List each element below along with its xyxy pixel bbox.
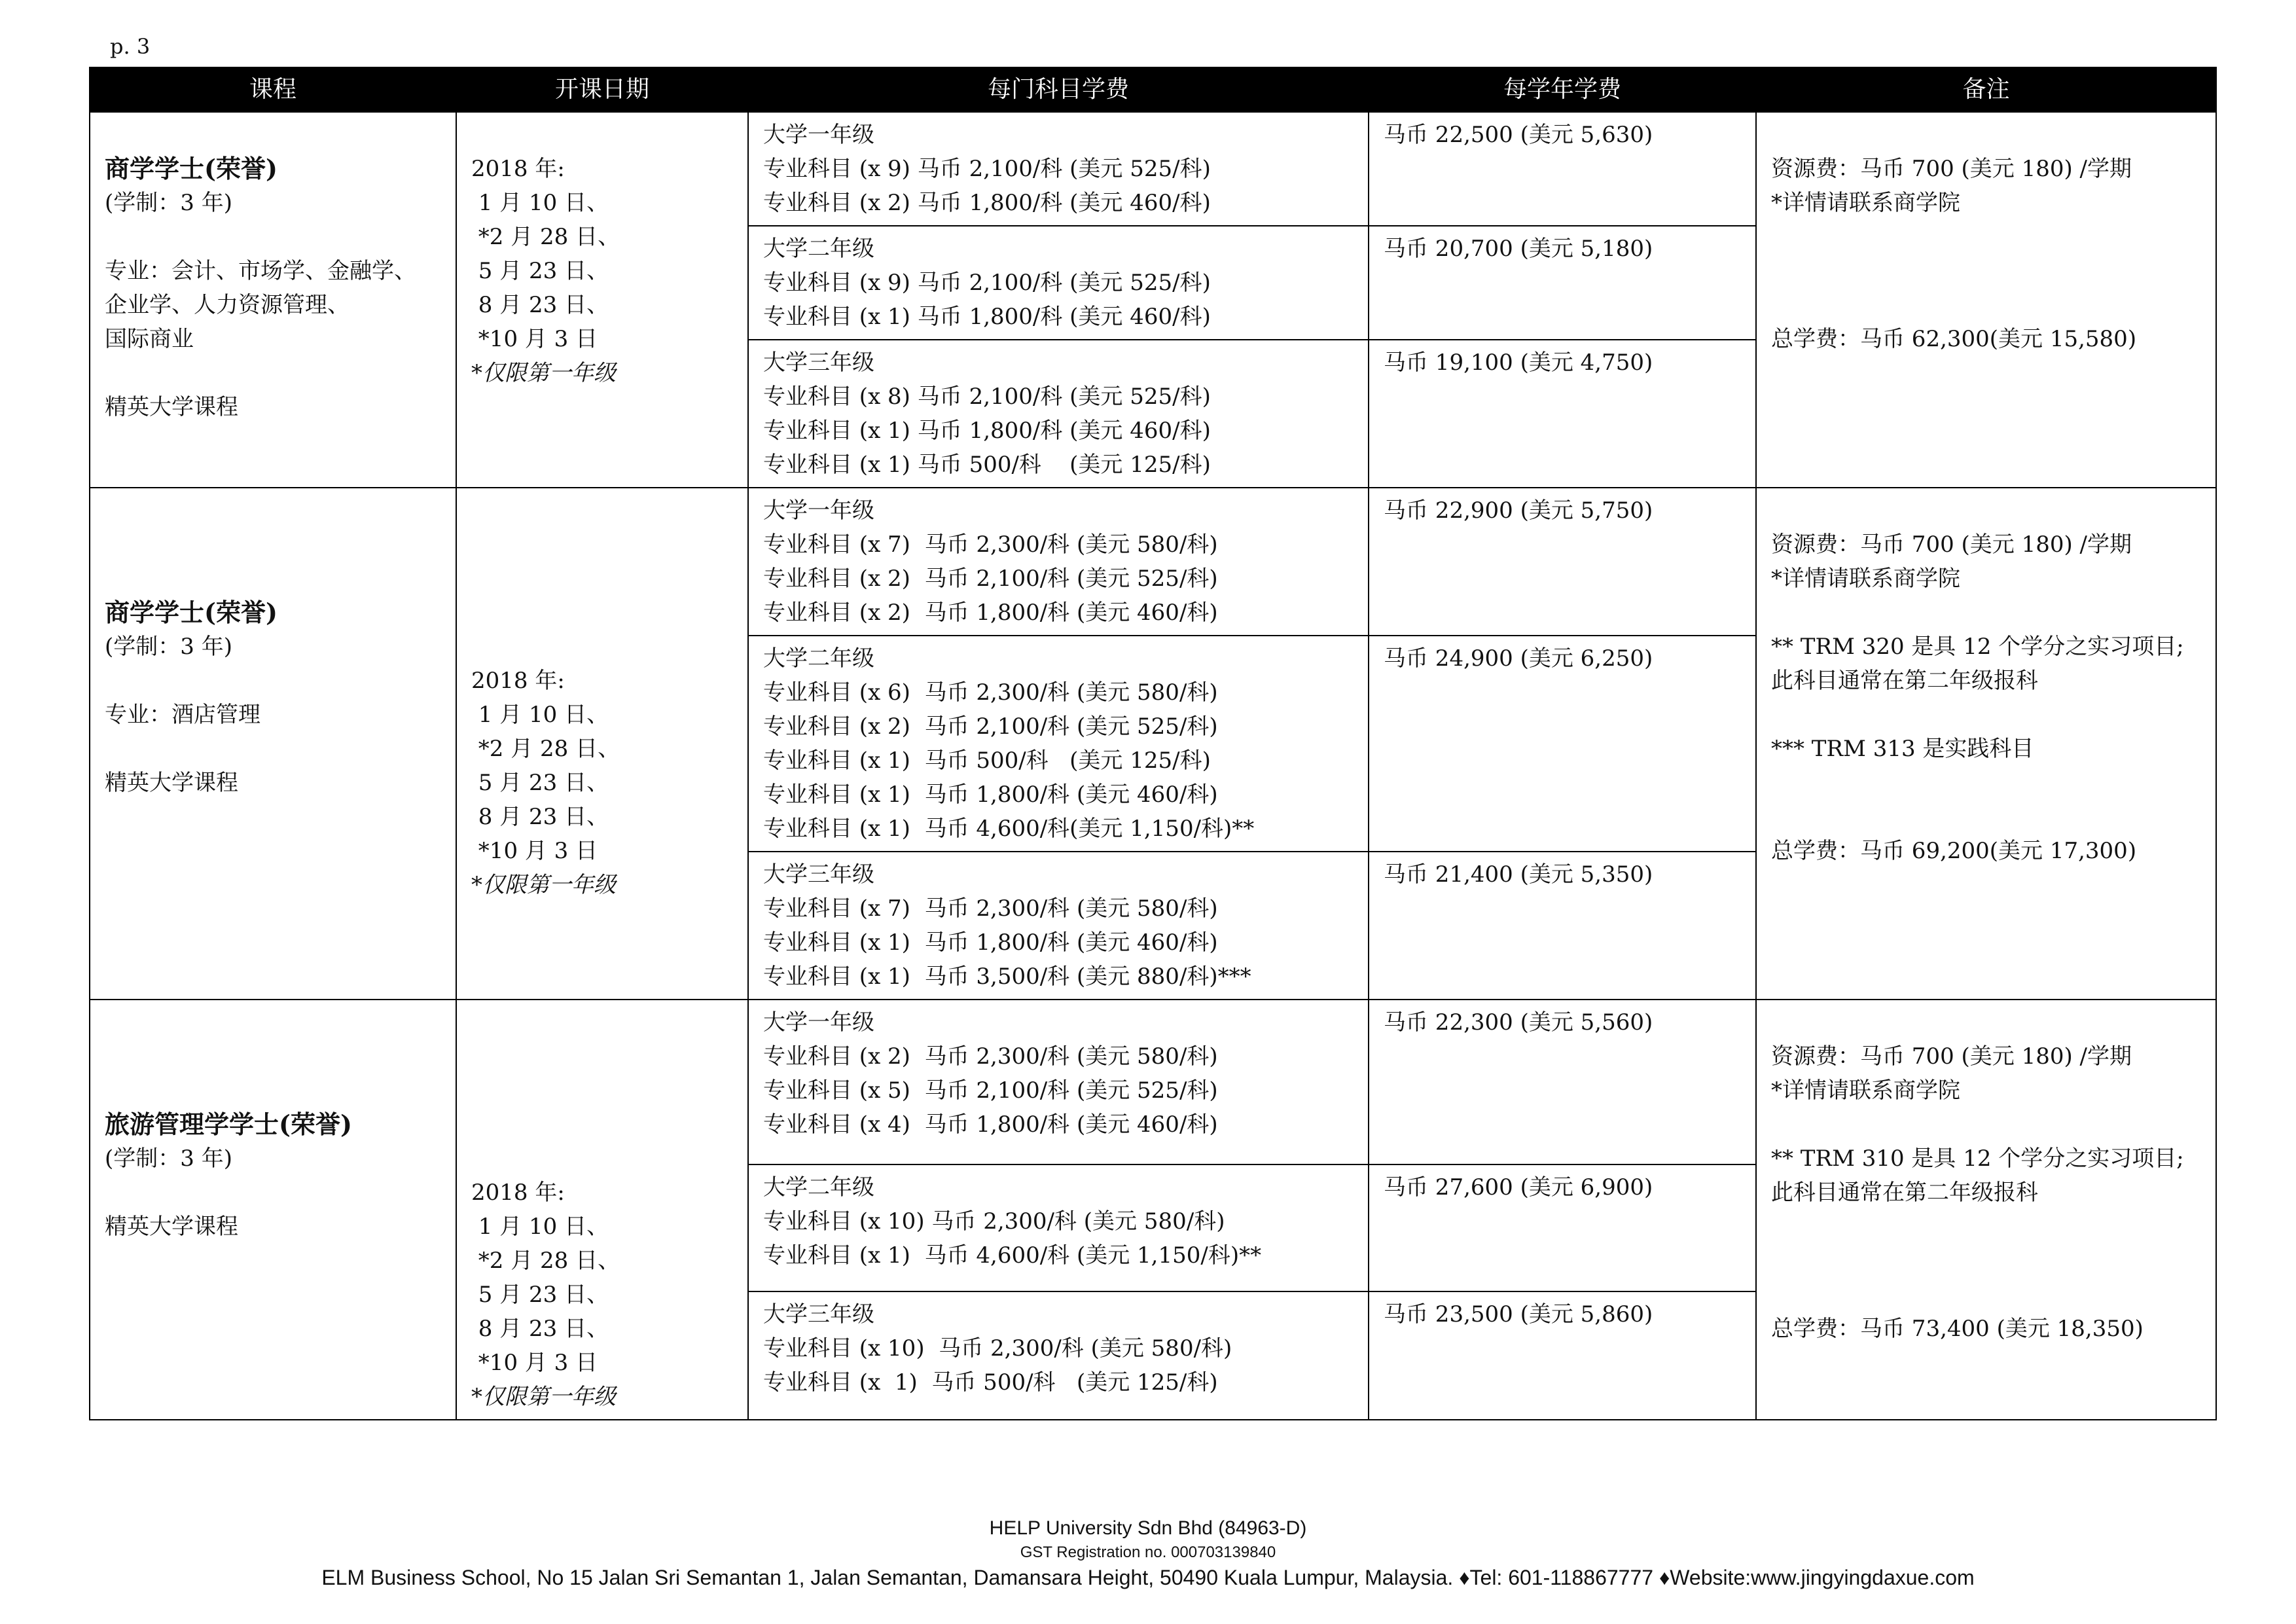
program-note: 精英大学课程 [105,394,238,420]
remarks-cell [1756,1000,2216,1420]
subject-fee-line: 专业科目 (x 10) 马币 2,300/科 (美元 580/科) [763,1208,1225,1235]
year-label: 大学三年级 [763,1301,874,1327]
total-fee: 总学费：马币 73,400 (美元 18,350) [1771,1316,2144,1342]
annual-fee: 马币 22,900 (美元 5,750) [1384,497,1653,524]
subject-fee-cell [748,1291,1369,1420]
subject-fee-cell [748,852,1369,1000]
header-course: 课程 [90,67,456,112]
subject-fee-cell [748,340,1369,488]
table-row [90,1000,2216,1164]
program-note: 精英大学课程 [105,770,238,796]
start-date: 2018 年: [471,1180,565,1206]
subject-fee-line: 专业科目 (x 1) 马币 500/科 (美元 125/科) [763,452,1211,478]
subject-fee-line: 专业科目 (x 2) 马币 2,300/科 (美元 580/科) [763,1043,1218,1070]
remark-line: 资源费：马币 700 (美元 180) /学期 [1771,1043,2132,1070]
remark-line: 资源费：马币 700 (美元 180) /学期 [1771,532,2132,558]
remarks-cell [1756,112,2216,488]
subject-fee-line: 专业科目 (x 1) 马币 1,800/科 (美元 460/科) [763,304,1211,330]
program-cell [90,112,456,488]
page-number: p. 3 [110,34,151,59]
subject-fee-cell [748,226,1369,340]
remark-line: *详情请联系商学院 [1771,190,1960,216]
annual-fee-cell [1369,1000,1756,1164]
start-date: 1 月 10 日、 [471,702,609,728]
start-date: 5 月 23 日、 [471,1282,609,1308]
start-date: 8 月 23 日、 [471,804,609,830]
remark-line: *** TRM 313 是实践科目 [1771,736,2034,762]
year-label: 大学一年级 [763,497,874,524]
program-title: 商学学士(荣誉) [105,154,278,183]
annual-fee: 马币 20,700 (美元 5,180) [1384,236,1653,262]
start-date: 5 月 23 日、 [471,770,609,796]
remark-line: 此科目通常在第二年级报科 [1771,1180,2038,1206]
start-date: *2 月 28 日、 [471,1248,620,1274]
subject-fee-line: 专业科目 (x 1) 马币 1,800/科 (美元 460/科) [763,929,1218,956]
start-date: *10 月 3 日 [471,326,598,352]
start-date: *10 月 3 日 [471,1350,598,1376]
subject-fee-line: 专业科目 (x 10) 马币 2,300/科 (美元 580/科) [763,1335,1232,1362]
start-dates-cell [456,112,748,488]
remarks-cell [1756,488,2216,1000]
program-duration: (学制：3 年) [105,1146,232,1172]
start-date-note: *仅限第一年级 [471,1384,616,1410]
program-specialization: 国际商业 [105,326,194,352]
subject-fee-line: 专业科目 (x 1) 马币 500/科 (美元 125/科) [763,1369,1218,1396]
header-fee-per-year: 每学年学费 [1369,67,1756,112]
program-duration: (学制：3 年) [105,634,232,660]
subject-fee-line: 专业科目 (x 4) 马币 1,800/科 (美元 460/科) [763,1111,1218,1138]
start-date: *10 月 3 日 [471,838,598,864]
subject-fee-line: 专业科目 (x 9) 马币 2,100/科 (美元 525/科) [763,270,1211,296]
annual-fee-cell [1369,488,1756,636]
header-remarks: 备注 [1756,67,2216,112]
program-title: 商学学士(荣誉) [105,598,278,627]
subject-fee-line: 专业科目 (x 1) 马币 1,800/科 (美元 460/科) [763,418,1211,444]
program-specialization: 专业：酒店管理 [105,702,260,728]
remark-line: ** TRM 320 是具 12 个学分之实习项目; [1771,634,2184,660]
start-date: *2 月 28 日、 [471,224,620,250]
fee-table [89,67,2217,1420]
year-label: 大学一年级 [763,1009,874,1036]
subject-fee-line: 专业科目 (x 1) 马币 4,600/科 (美元 1,150/科)** [763,1242,1262,1269]
start-date: 8 月 23 日、 [471,1316,609,1342]
footer-gst: GST Registration no. 000703139840 [1020,1543,1276,1561]
annual-fee: 马币 22,300 (美元 5,560) [1384,1009,1653,1036]
program-duration: (学制：3 年) [105,190,232,216]
program-specialization: 专业：会计、市场学、金融学、 [105,258,416,284]
subject-fee-line: 专业科目 (x 1) 马币 1,800/科 (美元 460/科) [763,782,1218,808]
subject-fee-cell [748,1164,1369,1291]
subject-fee-line: 专业科目 (x 2) 马币 2,100/科 (美元 525/科) [763,713,1218,740]
table-row [90,112,2216,226]
subject-fee-cell [748,636,1369,852]
year-label: 大学二年级 [763,645,874,672]
start-date: 8 月 23 日、 [471,292,609,318]
subject-fee-cell [748,488,1369,636]
subject-fee-line: 专业科目 (x 1) 马币 4,600/科(美元 1,150/科)** [763,816,1255,842]
subject-fee-line: 专业科目 (x 2) 马币 2,100/科 (美元 525/科) [763,566,1218,592]
subject-fee-line: 专业科目 (x 7) 马币 2,300/科 (美元 580/科) [763,532,1218,558]
start-date-note: *仅限第一年级 [471,872,616,898]
year-label: 大学一年级 [763,122,874,148]
start-date: 2018 年: [471,668,565,694]
annual-fee: 马币 23,500 (美元 5,860) [1384,1301,1653,1327]
program-note: 精英大学课程 [105,1214,238,1240]
total-fee: 总学费：马币 69,200(美元 17,300) [1771,838,2137,864]
table-body [90,112,2216,1420]
subject-fee-cell [748,1000,1369,1164]
annual-fee: 马币 21,400 (美元 5,350) [1384,861,1653,888]
year-label: 大学二年级 [763,1174,874,1200]
subject-fee-line: 专业科目 (x 7) 马币 2,300/科 (美元 580/科) [763,895,1218,922]
program-title: 旅游管理学学士(荣誉) [105,1110,352,1139]
remark-line: *详情请联系商学院 [1771,1077,1960,1104]
footer-company: HELP University Sdn Bhd (84963-D) [989,1517,1307,1539]
subject-fee-line: 专业科目 (x 5) 马币 2,100/科 (美元 525/科) [763,1077,1218,1104]
annual-fee-cell [1369,226,1756,340]
start-dates-cell [456,488,748,1000]
footer-address: ELM Business School, No 15 Jalan Sri Semantan 1, Jalan Semantan, Damansara Height, 50490 Kuala Lumpur, Malaysia. ♦Tel: 601-118867777 ♦Website:www.jingyingdaxue.com [321,1566,1975,1589]
annual-fee-cell [1369,340,1756,488]
total-fee: 总学费：马币 62,300(美元 15,580) [1771,326,2137,352]
remark-line: 资源费：马币 700 (美元 180) /学期 [1771,156,2132,182]
table-row [90,488,2216,636]
subject-fee-line: 专业科目 (x 2) 马币 1,800/科 (美元 460/科) [763,600,1218,626]
start-date: 1 月 10 日、 [471,190,609,216]
subject-fee-line: 专业科目 (x 6) 马币 2,300/科 (美元 580/科) [763,679,1218,706]
annual-fee-cell [1369,1164,1756,1291]
start-dates-cell [456,1000,748,1420]
table-header-row [90,67,2216,112]
annual-fee: 马币 22,500 (美元 5,630) [1384,122,1653,148]
subject-fee-line: 专业科目 (x 8) 马币 2,100/科 (美元 525/科) [763,384,1211,410]
start-date: 1 月 10 日、 [471,1214,609,1240]
remark-line: ** TRM 310 是具 12 个学分之实习项目; [1771,1146,2184,1172]
program-specialization: 企业学、人力资源管理、 [105,292,350,318]
program-cell [90,488,456,1000]
start-date: *2 月 28 日、 [471,736,620,762]
remark-line: 此科目通常在第二年级报科 [1771,668,2038,694]
annual-fee: 马币 19,100 (美元 4,750) [1384,350,1653,376]
start-date-note: *仅限第一年级 [471,360,616,386]
start-date: 2018 年: [471,156,565,182]
year-label: 大学二年级 [763,236,874,262]
annual-fee-cell [1369,852,1756,1000]
subject-fee-line: 专业科目 (x 1) 马币 3,500/科 (美元 880/科)*** [763,964,1251,990]
header-start-date: 开课日期 [456,67,748,112]
annual-fee: 马币 27,600 (美元 6,900) [1384,1174,1653,1200]
subject-fee-line: 专业科目 (x 1) 马币 500/科 (美元 125/科) [763,748,1211,774]
year-label: 大学三年级 [763,861,874,888]
start-date: 5 月 23 日、 [471,258,609,284]
remark-line: *详情请联系商学院 [1771,566,1960,592]
subject-fee-cell [748,112,1369,226]
subject-fee-line: 专业科目 (x 9) 马币 2,100/科 (美元 525/科) [763,156,1211,182]
annual-fee-cell [1369,636,1756,852]
program-cell [90,1000,456,1420]
header-fee-per-subject: 每门科目学费 [748,67,1369,112]
annual-fee-cell [1369,1291,1756,1420]
year-label: 大学三年级 [763,350,874,376]
annual-fee-cell [1369,112,1756,226]
subject-fee-line: 专业科目 (x 2) 马币 1,800/科 (美元 460/科) [763,190,1211,216]
annual-fee: 马币 24,900 (美元 6,250) [1384,645,1653,672]
